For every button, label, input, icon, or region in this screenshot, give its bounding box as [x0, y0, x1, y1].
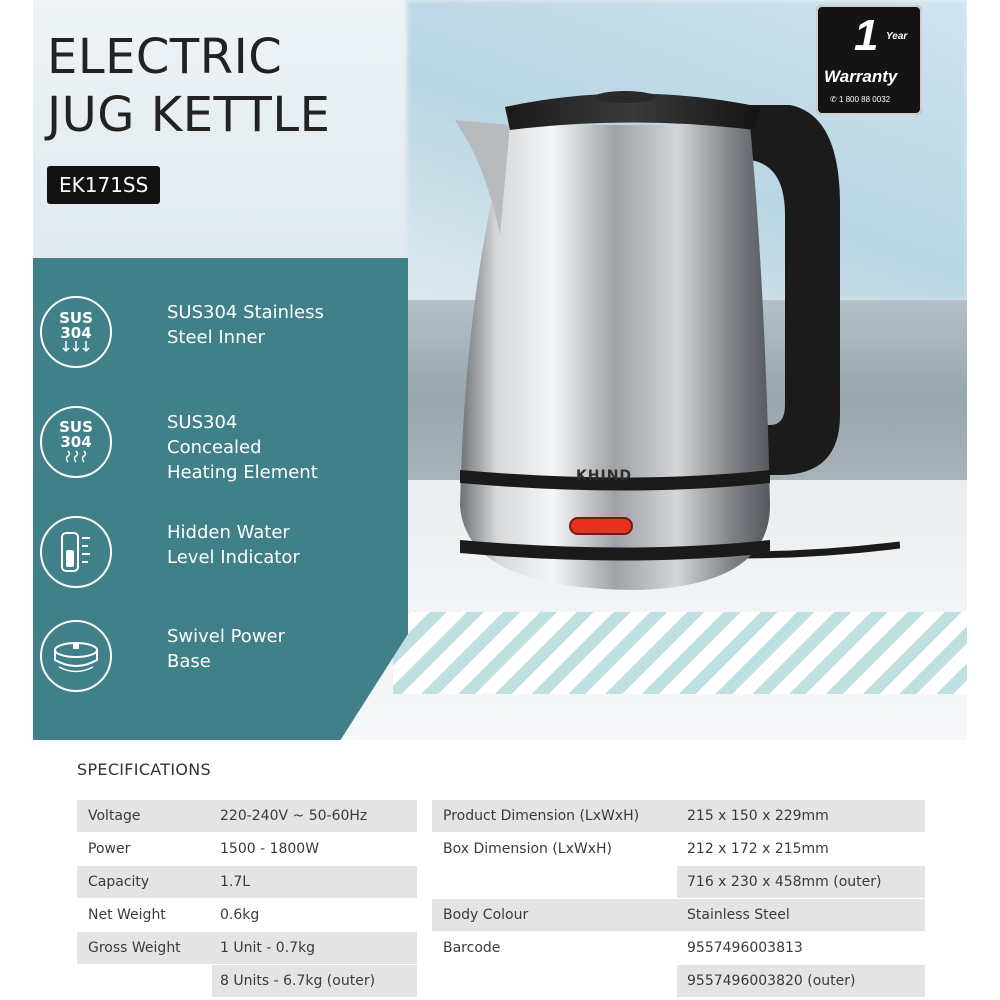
spec-row-box-dimension-outer [677, 866, 925, 898]
spec-value: 1500 - 1800W [220, 841, 320, 857]
kettle-image [440, 85, 900, 605]
sus304-heating-icon [40, 406, 112, 478]
heat-waves-icon [64, 450, 88, 464]
phone-icon: ✆ [830, 95, 839, 104]
badge-top: SUS [59, 418, 93, 436]
feature-label [167, 410, 367, 485]
lid-button [595, 91, 655, 103]
warranty-label: Warranty [824, 67, 898, 86]
spec-row-barcode-outer [677, 965, 925, 997]
spec-label: Power [88, 841, 131, 857]
spec-label: Capacity [88, 874, 150, 890]
feature-line: Heating Element [167, 462, 318, 483]
feature-label [167, 300, 367, 350]
spec-value: 9557496003820 (outer) [687, 973, 856, 989]
feature-label [167, 624, 367, 674]
arrows-down-icon [61, 341, 91, 353]
spec-value: 0.6kg [220, 907, 260, 923]
spec-label: Box Dimension (LxWxH) [443, 841, 613, 857]
spec-row-box-dimension [432, 833, 925, 865]
feature-line: Base [167, 651, 211, 672]
spec-value: 9557496003813 [687, 940, 803, 956]
specifications-heading: SPECIFICATIONS [77, 760, 212, 779]
feature-line: Hidden Water [167, 522, 290, 543]
feature-line: Steel Inner [167, 327, 265, 348]
product-title [47, 28, 330, 144]
model-badge: EK171SS [47, 166, 160, 204]
spec-value: 1 Unit - 0.7kg [220, 940, 316, 956]
feature-water-level [40, 516, 360, 596]
title-line-2: JUG KETTLE [47, 87, 331, 143]
badge-top: SUS [59, 309, 93, 327]
feature-concealed-heating [40, 406, 360, 486]
warranty-phone-number: 1 800 88 0032 [838, 95, 891, 104]
spec-value: 716 x 230 x 458mm (outer) [687, 874, 882, 890]
feature-line: SUS304 Stainless [167, 302, 324, 323]
spec-row-power [77, 833, 417, 865]
water-level-icon [40, 516, 112, 588]
title-line-1: ELECTRIC [47, 29, 283, 85]
spec-label: Gross Weight [88, 940, 181, 956]
spec-row-barcode [432, 932, 925, 964]
sus304-inner-icon [40, 296, 112, 368]
spec-label: Net Weight [88, 907, 166, 923]
spec-row-product-dimension [432, 800, 925, 832]
spec-value: 215 x 150 x 229mm [687, 808, 829, 824]
power-indicator-light [570, 518, 632, 534]
badge-bottom: 304 [60, 433, 92, 451]
spec-row-gross-weight-outer [212, 965, 417, 997]
spec-label: Body Colour [443, 907, 529, 923]
spec-value: 8 Units - 6.7kg (outer) [220, 973, 376, 989]
warranty-unit: Year [886, 31, 908, 42]
feature-line: Level Indicator [167, 547, 300, 568]
swivel-base-drawing [51, 636, 101, 676]
spec-value: 220-240V ~ 50-60Hz [220, 808, 368, 824]
spec-label: Barcode [443, 940, 501, 956]
spec-value: 1.7L [220, 874, 251, 890]
spec-row-voltage [77, 800, 417, 832]
spec-value: Stainless Steel [687, 907, 790, 923]
spec-label: Voltage [88, 808, 141, 824]
warranty-years: 1 [854, 11, 879, 60]
feature-line: SUS304 [167, 412, 238, 433]
badge-bottom: 304 [60, 324, 92, 342]
spec-row-net-weight [77, 899, 417, 931]
feature-label [167, 520, 367, 570]
spec-label: Product Dimension (LxWxH) [443, 808, 640, 824]
feature-stainless-inner [40, 296, 360, 376]
feature-line: Swivel Power [167, 626, 286, 647]
feature-swivel-base [40, 620, 360, 700]
kettle-brand: KHIND [575, 468, 633, 484]
swivel-base-icon [40, 620, 112, 692]
diagonal-stripes [393, 612, 967, 694]
spec-row-body-colour [432, 899, 925, 931]
water-gauge-icon [58, 530, 94, 574]
spec-row-gross-weight [77, 932, 417, 964]
spec-row-capacity [77, 866, 417, 898]
feature-line: Concealed [167, 437, 262, 458]
spec-value: 212 x 172 x 215mm [687, 841, 829, 857]
